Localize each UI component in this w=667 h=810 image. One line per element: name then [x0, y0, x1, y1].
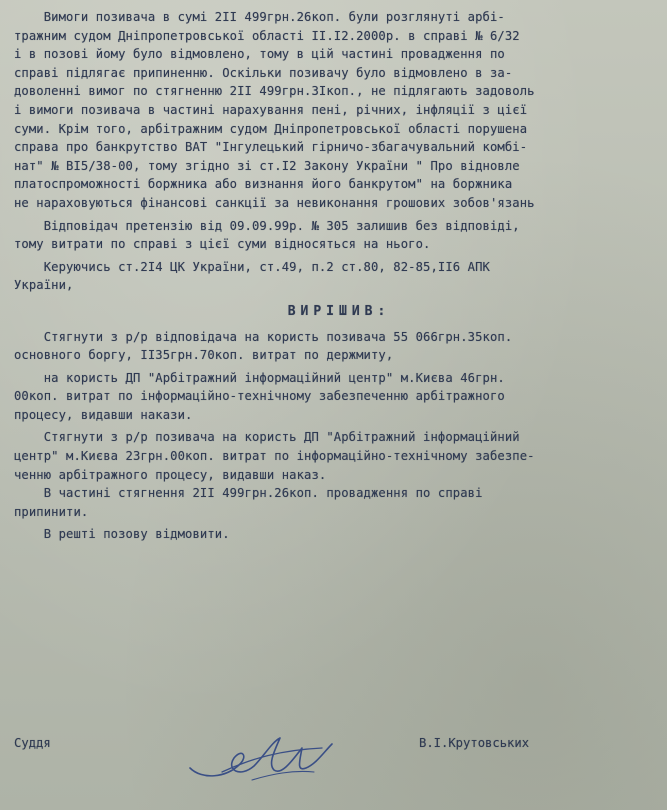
decision-line: припинити.	[14, 504, 89, 519]
text-line: справа про банкрутство ВАТ "Інгулецький гірничо-збагачувальний комбі-	[14, 140, 528, 155]
decision-line: 00коп. витрат по інформаційно-технічному забезпеченню арбітражного	[14, 389, 505, 404]
signature-block	[14, 736, 654, 786]
decision-line: ченню арбітражного процесу, видавши наказ.	[14, 467, 327, 482]
decision-line: основного боргу, II35грн.70коп. витрат по держмиту,	[14, 348, 394, 363]
text-line: Керуючись ст.2I4 ЦК України, ст.49, п.2 ст.80, 82-85,II6 АПК	[14, 259, 490, 274]
text-line: не нараховуються фінансові санкції за невиконання грошових зобов'язань	[14, 195, 535, 210]
decision-line: В частині стягнення 2II 499грн.26коп. провадження по справі	[14, 486, 483, 501]
text-line: платоспроможності боржника або визнання його банкрутом" на боржника	[14, 177, 513, 192]
decision-line: Стягнути з р/р відповідача на користь позивача 55 066грн.35коп.	[14, 329, 513, 344]
text-line: тражним судом Дніпропетровської області II.I2.2000р. в справі № 6/32	[14, 28, 520, 43]
text-line: нат" № BI5/38-00, тому згідно зі ст.I2 Закону України " Про відновле	[14, 158, 520, 173]
decision-heading: ВИРІШИВ:	[287, 303, 391, 319]
text-line: справі підлягає припиненню. Оскільки позивачу було відмовлено в за-	[14, 65, 513, 80]
judge-label: Суддя	[14, 736, 51, 750]
text-line: і в позові йому було відмовлено, тому в цій частині провадження по	[14, 47, 505, 62]
text-line: Вимоги позивача в сумі 2II 499грн.26коп. були розглянуті арбі-	[14, 10, 505, 24]
text-line: тому витрати по справі з цієї суми відносяться на нього.	[14, 237, 431, 252]
document-body	[14, 8, 664, 544]
text-line: України,	[14, 278, 74, 293]
text-line: і вимоги позивача в частині нарахування пені, річних, інфляції з цієї	[14, 102, 528, 117]
text-line: доволенні вимог по стягненню 2II 499грн.3Iкоп., не підлягають задоволь	[14, 84, 535, 99]
decision-line: В решті позову відмовити.	[14, 527, 230, 542]
decision-line: процесу, видавши накази.	[14, 407, 193, 422]
text-line: Відповідач претензію від 09.09.99р. № 305 залишив без відповіді,	[14, 218, 520, 233]
decision-line: Стягнути з р/р позивача на користь ДП "Арбітражний інформаційний	[14, 430, 520, 445]
decision-line: центр" м.Києва 23грн.00коп. витрат по інформаційно-технічному забезпе-	[14, 449, 535, 464]
decision-line: на користь ДП "Арбітражний інформаційний центр" м.Києва 46грн.	[14, 370, 505, 385]
judge-signature	[182, 728, 342, 790]
text-line: суми. Крім того, арбітражним судом Дніпропетровської області порушена	[14, 121, 528, 136]
judge-name: В.І.Крутовських	[419, 736, 530, 750]
